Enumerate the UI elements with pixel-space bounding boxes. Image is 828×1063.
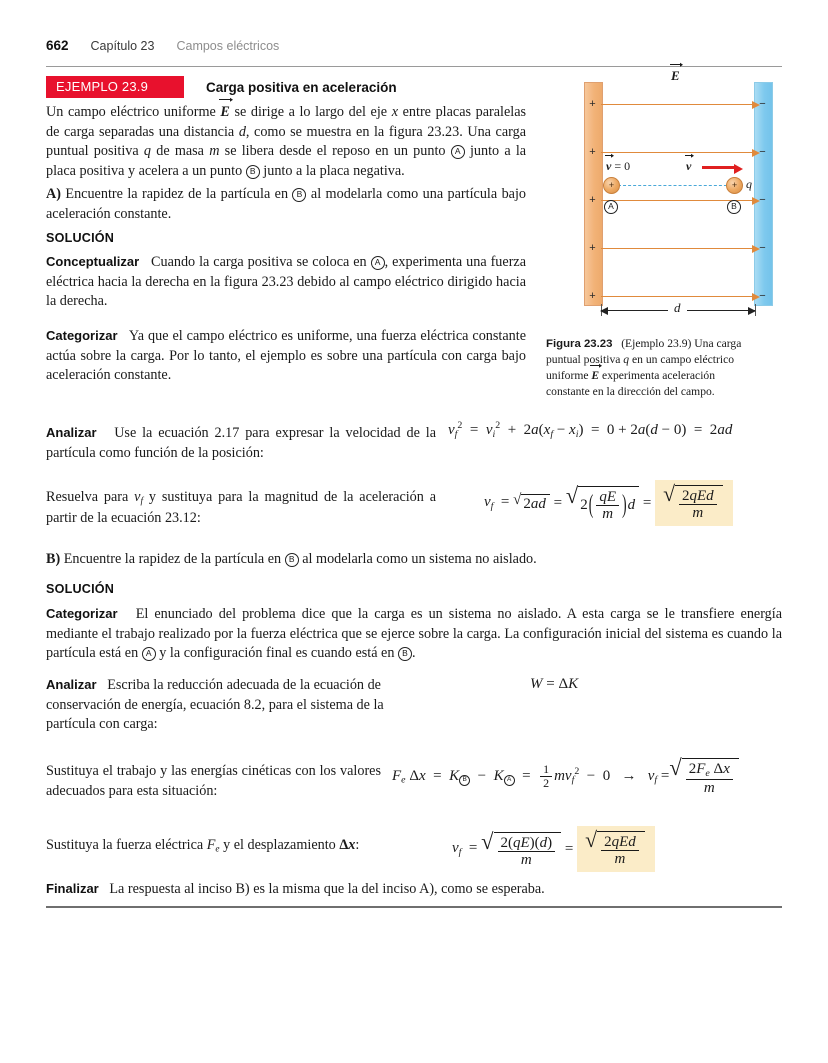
point-b-marker: B bbox=[292, 188, 306, 202]
example-title: Carga positiva en aceleración bbox=[206, 79, 397, 95]
categorizar-b-lead: Categorizar bbox=[46, 606, 118, 621]
sustituya-fuerza-mid: y el desplazamiento bbox=[223, 837, 336, 853]
resuelva-paragraph bbox=[46, 488, 436, 528]
distance-d-label: d bbox=[668, 300, 687, 316]
part-a-pre: Encuentre la rapidez de la partícula en bbox=[65, 186, 289, 202]
v-vector-symbol: v bbox=[686, 159, 692, 173]
velocity-label bbox=[686, 159, 691, 174]
charge-q-symbol: q bbox=[143, 143, 152, 160]
sustituya-trabajo-text: Sustituya el trabajo y las energías cinéticas con los valores adecuados para esta situación: bbox=[46, 763, 381, 799]
sqrt-2fe-dx-over-m: √ $\frac{2F_e \Delta x}{m}$ bbox=[669, 757, 739, 797]
sqrt-2qed-over-m: √ $\frac{\text{2qEd}}{m}$ bbox=[663, 484, 723, 521]
electric-field-line bbox=[601, 296, 752, 297]
caption-pre: (Ejemplo 23.9) Una carga puntual positiva bbox=[546, 337, 742, 367]
part-a-statement bbox=[46, 185, 526, 224]
categorizar-b-block bbox=[46, 605, 782, 664]
plate-plus-sign: + bbox=[589, 290, 596, 302]
part-a-statement-block bbox=[46, 185, 526, 224]
point-b-marker-sub: B bbox=[459, 775, 470, 786]
analizar-a-lead: Analizar bbox=[46, 425, 97, 440]
example-intro-block bbox=[46, 103, 526, 181]
sqrt-2qe-d-over-m: √ $\frac{2(qE)(d)}{m}$ bbox=[481, 831, 561, 868]
finalizar-block bbox=[46, 880, 782, 900]
categorizar-b-paragraph bbox=[46, 605, 782, 664]
charge-at-a: + bbox=[603, 177, 620, 194]
figure-artwork bbox=[576, 68, 786, 322]
plate-plus-sign: + bbox=[589, 146, 596, 158]
analizar-b-paragraph bbox=[46, 676, 416, 735]
intro-pre: Un campo eléctrico uniforme bbox=[46, 104, 216, 120]
point-b-marker: B bbox=[398, 647, 412, 661]
conceptualizar-pre: Cuando la carga positiva se coloca en bbox=[151, 254, 367, 270]
vf-symbol: $v_f$ bbox=[134, 489, 144, 507]
delta-x-symbol: Δx bbox=[339, 837, 356, 853]
e-vector-symbol: E bbox=[591, 369, 600, 383]
analizar-a-block bbox=[46, 424, 436, 463]
velocity-arrow bbox=[702, 166, 734, 169]
part-b-post: al modelarla como un sistema no aislado. bbox=[302, 551, 537, 567]
resuelva-block bbox=[46, 488, 436, 528]
sustituya-trabajo-block bbox=[46, 762, 381, 801]
part-b-pre: Encuentre la rapidez de la partícula en bbox=[63, 551, 282, 567]
sqrt-2ad: √ 2ad bbox=[513, 493, 550, 513]
plate-plus-sign: + bbox=[589, 242, 596, 254]
e-vector-symbol: E bbox=[220, 103, 229, 123]
equation-speed-b: $v_f$ = √ $\frac{2(qE)(d)}{m}$ = √ $\frac{\text{2qEd}}{m}$ bbox=[452, 826, 655, 872]
caption-mid: en un campo eléctrico uniforme bbox=[546, 353, 735, 383]
part-b-statement bbox=[46, 550, 782, 570]
point-a-marker: A bbox=[142, 647, 156, 661]
charge-q-symbol: q bbox=[623, 353, 630, 367]
point-a-marker-sub: A bbox=[504, 775, 515, 786]
plate-plus-sign: + bbox=[589, 194, 596, 206]
resuelva-mid: y sustituya para la magnitud de la aceleración a partir de la ecuación 23.12: bbox=[46, 489, 437, 526]
example-header bbox=[46, 76, 397, 98]
point-a-marker: A bbox=[451, 145, 465, 159]
categorizar-b-pre: El enunciado del problema dice que la carga es un sistema no aislado. A esta carga se le transfiere energía mediante el trabajo realizado por la fuerza eléctrica que se ejerce sobre la carga. La configuración inicial del sistema es cuando la partícula está en bbox=[46, 606, 783, 662]
analizar-b-lead: Analizar bbox=[46, 677, 97, 692]
conceptualizar-post: , experimenta una fuerza eléctrica hacia la derecha en la figura 23.23 debido al campo eléctrico dirigido hacia la derecha. bbox=[46, 254, 527, 310]
part-b-label: B) bbox=[46, 551, 61, 567]
analizar-b-text: Escriba la reducción adecuada de la ecuación de conservación de energía, ecuación 8.2, para el sistema de la partícula con carga: bbox=[46, 677, 384, 733]
figure-caption bbox=[546, 336, 758, 399]
axis-x-symbol: x bbox=[391, 104, 399, 120]
sustituya-fuerza-text bbox=[46, 836, 446, 857]
intro-mid-c: , como se muestra en la figura 23.23. Una carga puntual positiva bbox=[46, 123, 526, 160]
figure-23-23 bbox=[546, 68, 782, 399]
boxed-result-a bbox=[655, 480, 733, 526]
example-intro bbox=[46, 103, 526, 181]
point-a-marker: A bbox=[371, 256, 385, 270]
part-b-statement-block bbox=[46, 550, 782, 570]
sustituya-fuerza-pre: Sustituya la fuerza eléctrica bbox=[46, 837, 204, 853]
plate-minus-sign: − bbox=[759, 146, 766, 158]
page-number: 662 bbox=[46, 38, 69, 53]
v-vector-symbol: v bbox=[606, 159, 612, 173]
charge-at-b: + bbox=[726, 177, 743, 194]
solution-heading-b: SOLUCIÓN bbox=[46, 582, 115, 596]
conceptualizar-paragraph bbox=[46, 253, 526, 312]
equation-work-expanded: $F_e$ Δx = K B − K A = $\frac{1}{2}$ $mv_f^2 - 0 \to v_f$ = √ $\frac{2F_e \Delta x}{m}$ bbox=[392, 757, 739, 797]
example-banner: EJEMPLO 23.9 bbox=[46, 76, 184, 98]
conceptualizar-lead: Conceptualizar bbox=[46, 254, 140, 269]
analizar-a-text: Use la ecuación 2.17 para expresar la velocidad de la partícula como función de la posición: bbox=[46, 425, 437, 461]
sqrt-2qed-over-m: √ $\frac{\text{2qEd}}{m}$ bbox=[585, 830, 645, 867]
categorizar-a-paragraph bbox=[46, 327, 526, 386]
caption-post: experimenta aceleración constante en la dirección del campo. bbox=[546, 369, 716, 398]
distance-d-symbol: d bbox=[238, 123, 246, 140]
electric-field-line bbox=[601, 248, 752, 249]
plate-plus-sign: + bbox=[589, 98, 596, 110]
plate-minus-sign: − bbox=[759, 194, 766, 206]
finalizar-paragraph bbox=[46, 880, 782, 900]
running-head bbox=[46, 38, 279, 53]
intro-mid-f: junto a la placa positiva y acelera a un punto bbox=[46, 143, 527, 179]
categorizar-b-post: . bbox=[412, 645, 416, 662]
intro-mid-b: entre placas paralelas de carga separadas una distancia bbox=[46, 104, 527, 140]
categorizar-b-mid: y la configuración final es cuando está en bbox=[159, 645, 395, 662]
solucion-a-head-block bbox=[46, 231, 526, 245]
intro-mid-d: de masa bbox=[156, 143, 204, 160]
chapter-title: Campos eléctricos bbox=[176, 39, 280, 53]
part-a-label: A) bbox=[46, 186, 61, 202]
trajectory-dashed-line bbox=[618, 185, 732, 186]
velocity-zero-label: v = 0 bbox=[606, 159, 631, 173]
equation-work-energy: W = ΔK bbox=[530, 676, 579, 692]
figure-point-a: A bbox=[604, 197, 618, 215]
e-field-label: E bbox=[671, 68, 680, 83]
finalizar-lead: Finalizar bbox=[46, 881, 99, 896]
electric-field-line bbox=[601, 104, 752, 105]
fe-symbol: $F_e$ bbox=[206, 837, 220, 855]
analizar-a-paragraph bbox=[46, 424, 436, 463]
solution-heading-a: SOLUCIÓN bbox=[46, 231, 115, 245]
mass-m-symbol: m bbox=[209, 143, 220, 160]
point-b-marker: B bbox=[246, 165, 260, 179]
sustituya-fuerza-block bbox=[46, 836, 446, 857]
categorizar-a-lead: Categorizar bbox=[46, 328, 118, 343]
figure-point-b: B bbox=[727, 197, 741, 215]
conceptualizar-block bbox=[46, 253, 526, 312]
boxed-result-b bbox=[577, 826, 655, 872]
sustituya-fuerza-post: : bbox=[355, 837, 360, 853]
equation-speed-a: $v_f$ = √ 2ad = √ 2( $\frac{qE}{m}$ )d = √ $\frac{\text{2qEd}}{m}$ bbox=[484, 480, 733, 526]
figure-number: Figura 23.23 bbox=[546, 338, 613, 350]
analizar-b-block bbox=[46, 676, 416, 735]
sqrt-2qe-over-m-d: √ 2( $\frac{qE}{m}$ )d bbox=[566, 485, 639, 522]
point-b-marker: B bbox=[285, 553, 299, 567]
part-a-post: al modelarla como una partícula bajo aceleración constante. bbox=[46, 186, 527, 222]
electric-field-line bbox=[601, 152, 752, 153]
equation-kinematic: $v_f^2 = v_i^2 + 2a(x_f - x_i) = 0 + 2a(d - 0) = 2ad$ bbox=[448, 420, 733, 440]
intro-mid-a: se dirige a lo largo del eje bbox=[234, 104, 388, 120]
categorizar-a-text: Ya que el campo eléctrico es uniforme, una fuerza eléctrica constante actúa sobre la carga. Por lo tanto, el ejemplo es sobre una partícula con carga bajo aceleración constante. bbox=[46, 328, 526, 384]
resuelva-pre: Resuelva para bbox=[46, 489, 129, 505]
finalizar-text: La respuesta al inciso B) es la misma que la del inciso A), como se esperaba. bbox=[109, 881, 545, 897]
plate-minus-sign: − bbox=[759, 242, 766, 254]
intro-mid-e: se libera desde el reposo en un punto bbox=[224, 143, 446, 160]
chapter-number: Capítulo 23 bbox=[90, 39, 155, 53]
footer-rule bbox=[46, 906, 782, 908]
plate-minus-sign: − bbox=[759, 98, 766, 110]
solucion-b-head-block bbox=[46, 582, 782, 596]
plate-minus-sign: − bbox=[759, 290, 766, 302]
header-rule bbox=[46, 66, 782, 67]
categorizar-a-block bbox=[46, 327, 526, 386]
intro-end: junto a la placa negativa. bbox=[263, 162, 405, 179]
charge-q-label: q bbox=[746, 177, 752, 191]
